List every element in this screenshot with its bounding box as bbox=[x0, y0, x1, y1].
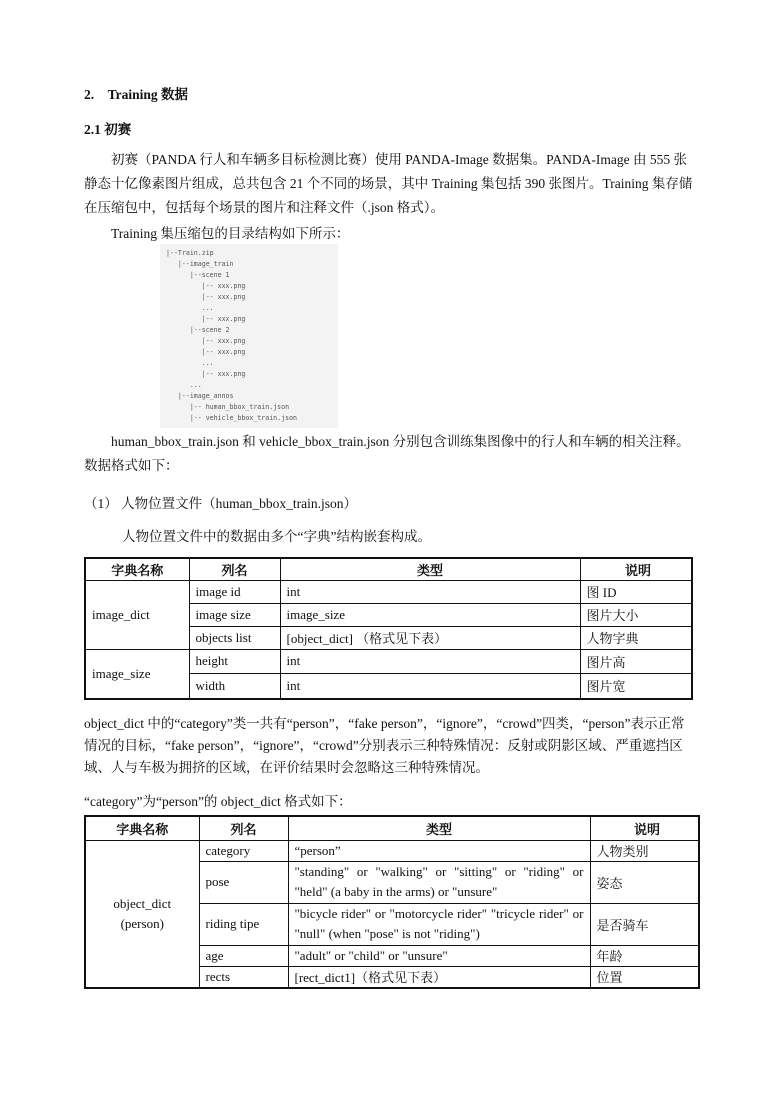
tree-line: ... bbox=[166, 381, 202, 389]
item1-desc: 人物位置文件中的数据由多个“字典”结构嵌套构成。 bbox=[122, 529, 431, 544]
table-cell: [rect_dict1]（格式见下表） bbox=[288, 966, 590, 988]
tree-line: |-- vehicle_bbox_train.json bbox=[166, 414, 298, 422]
table-cell: 姿态 bbox=[590, 861, 699, 903]
table-cell: 图片宽 bbox=[580, 673, 692, 699]
intro-paragraph: 初赛（PANDA 行人和车辆多目标检测比赛）使用 PANDA-Image 数据集。PANDA-Image 由 555 张静态十亿像素图片组成，总共包含 21 个不同的场景，其中 Training 集包括 390 张图片。Training 集存储在压缩包中，包括每个场景的图片和注释文件（.json 格式）。 bbox=[84, 152, 693, 215]
table-cell: 图片高 bbox=[580, 649, 692, 673]
dict-name-line: object_dict bbox=[113, 895, 172, 911]
tree-line: |-- human_bbox_train.json bbox=[166, 403, 290, 411]
table-cell: 图 ID bbox=[580, 580, 692, 603]
tree-line: |--scene 1 bbox=[166, 271, 230, 279]
table-cell: 位置 bbox=[590, 966, 699, 988]
table-cell: 是否骑车 bbox=[590, 903, 699, 945]
table-cell: pose bbox=[199, 861, 288, 903]
tree-line: |-- xxx.png bbox=[166, 315, 246, 323]
tree-line: |-- xxx.png bbox=[166, 370, 246, 378]
dict-name-cell: image_dict bbox=[85, 580, 189, 649]
table-cell: category bbox=[199, 840, 288, 861]
table-header: 类型 bbox=[280, 558, 580, 580]
table-cell: image id bbox=[189, 580, 280, 603]
tree-line: |--image_annos bbox=[166, 392, 234, 400]
table-cell: [object_dict] （格式见下表） bbox=[280, 626, 580, 649]
table-cell: image_size bbox=[280, 603, 580, 626]
table-cell: objects list bbox=[189, 626, 280, 649]
table-header: 类型 bbox=[288, 816, 590, 840]
table-header: 列名 bbox=[199, 816, 288, 840]
category-paragraph: object_dict 中的“category”类一共有“person”，“fake person”，“ignore”，“crowd”四类，“person”表示正常情况的目标，“fake person”，“ignore”，“crowd”分别表示三种特殊情况：反射或阴影区域、严重遮挡区域、人与车极为拥挤的区域，在评价结果时会忽略这三种特殊情况。 bbox=[84, 716, 685, 775]
table-header: 字典名称 bbox=[85, 816, 199, 840]
directory-tree-image bbox=[160, 244, 338, 428]
table-cell: int bbox=[280, 673, 580, 699]
table-cell: height bbox=[189, 649, 280, 673]
table-cell: image size bbox=[189, 603, 280, 626]
tree-line: ... bbox=[166, 304, 214, 312]
table-cell: 人物类别 bbox=[590, 840, 699, 861]
table-cell: "standing" or "walking" or "sitting" or "riding" or "held" (a baby in the arms) or "unsure" bbox=[288, 861, 590, 903]
dict-name-line: (person) bbox=[120, 915, 164, 931]
table-cell: “person” bbox=[288, 840, 590, 861]
tree-line: |--scene 2 bbox=[166, 326, 230, 334]
tree-line: ... bbox=[166, 359, 214, 367]
table-cell: 人物字典 bbox=[580, 626, 692, 649]
table-cell: "bicycle rider" or "motorcycle rider" "tricycle rider" or "null" (when "pose" is not "riding") bbox=[288, 903, 590, 945]
category-intro: “category”为“person”的 object_dict 格式如下： bbox=[84, 794, 352, 809]
table-cell: age bbox=[199, 945, 288, 966]
table-header: 字典名称 bbox=[85, 558, 189, 580]
tree-line: |-- xxx.png bbox=[166, 293, 246, 301]
tree-line: |-- xxx.png bbox=[166, 282, 246, 290]
tree-line: |-- xxx.png bbox=[166, 337, 246, 345]
section-title: 2. Training 数据 bbox=[84, 87, 189, 102]
annotation-paragraph: human_bbox_train.json 和 vehicle_bbox_train.json 分别包含训练集图像中的行人和车辆的相关注释。数据格式如下： bbox=[84, 434, 690, 473]
table-cell: 年龄 bbox=[590, 945, 699, 966]
table-cell: "adult" or "child" or "unsure" bbox=[288, 945, 590, 966]
tree-line: |--image_train bbox=[166, 260, 234, 268]
dict-name-cell bbox=[85, 840, 199, 988]
table-object-dict bbox=[84, 815, 700, 989]
table-cell: width bbox=[189, 673, 280, 699]
tree-line: |--Train.zip bbox=[166, 249, 214, 257]
subsection-title: 2.1 初赛 bbox=[84, 122, 132, 137]
table-header: 说明 bbox=[580, 558, 692, 580]
table-human-file bbox=[84, 557, 693, 700]
tree-line: |-- xxx.png bbox=[166, 348, 246, 356]
table-cell: 图片大小 bbox=[580, 603, 692, 626]
table-cell: int bbox=[280, 580, 580, 603]
item1-title: （1） 人物位置文件（human_bbox_train.json） bbox=[84, 496, 357, 511]
table-cell: riding tipe bbox=[199, 903, 288, 945]
structure-intro: Training 集压缩包的目录结构如下所示： bbox=[111, 226, 350, 241]
table-header: 列名 bbox=[189, 558, 280, 580]
table-cell: int bbox=[280, 649, 580, 673]
dict-name-cell: image_size bbox=[85, 649, 189, 699]
table-header: 说明 bbox=[590, 816, 699, 840]
table-cell: rects bbox=[199, 966, 288, 988]
